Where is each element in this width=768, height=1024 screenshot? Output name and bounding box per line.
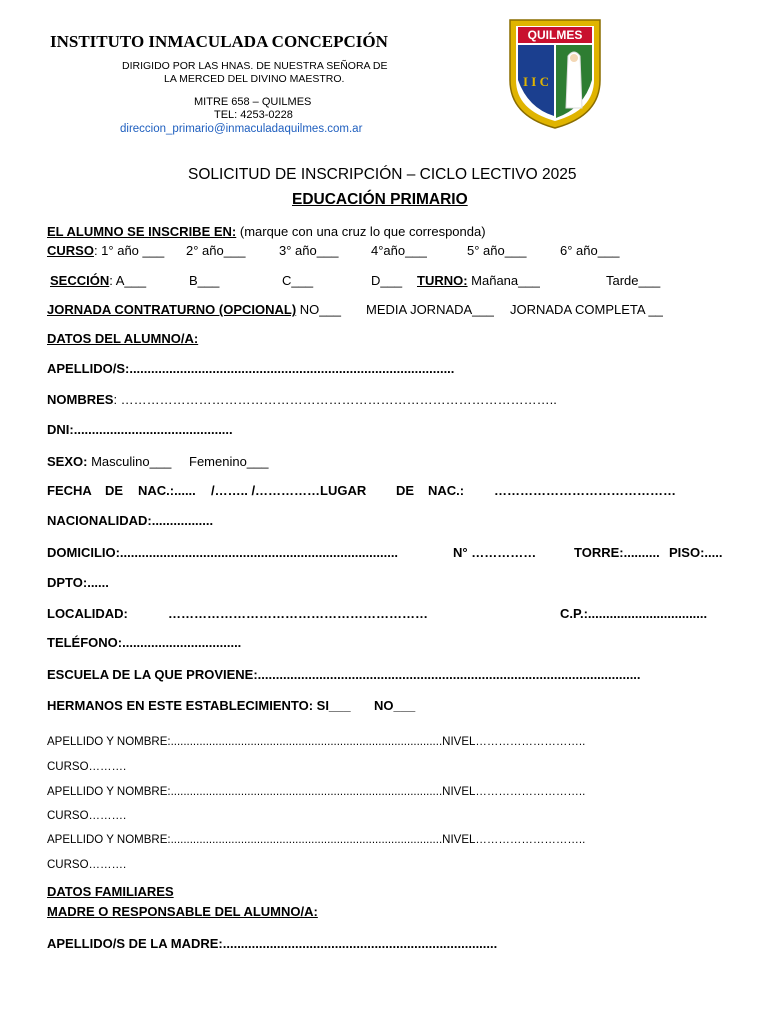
curso-1-field[interactable]: : 1° año ___ — [93, 243, 165, 258]
sibling-1-line[interactable]: APELLIDO Y NOMBRE:.....................................................................................NIVEL……………………….. — [47, 736, 586, 748]
nombres-label: NOMBRES — [47, 392, 114, 407]
turno-row — [417, 273, 540, 288]
dpto-field[interactable]: DPTO:...... — [47, 575, 109, 590]
madre-apellidos-field[interactable]: APELLIDO/S DE LA MADRE:............................................................................ — [47, 936, 498, 951]
torre-field[interactable]: TORRE:.......... — [574, 545, 660, 560]
familia-section-heading: DATOS FAMILIARES — [47, 884, 174, 899]
seccion-b-field[interactable]: B___ — [189, 273, 220, 288]
turno-tarde-field[interactable]: Tarde___ — [606, 273, 661, 288]
seccion-label: SECCIÓN — [50, 273, 110, 288]
domicilio-field[interactable]: DOMICILIO:............................................................................. — [47, 545, 399, 560]
form-title: SOLICITUD DE INSCRIPCIÓN – CICLO LECTIVO 2025 — [188, 166, 577, 183]
lugar-word-de: DE — [396, 483, 415, 498]
jornada-row — [47, 302, 341, 317]
fecha-word-1: FECHA — [47, 483, 92, 498]
sexo-label: SEXO: — [47, 454, 88, 469]
inscribe-row — [47, 224, 486, 239]
nombres-field[interactable] — [47, 392, 557, 407]
jornada-label: JORNADA CONTRATURNO (OPCIONAL) — [47, 302, 297, 317]
numero-field[interactable]: N° …………… — [453, 545, 537, 560]
curso-3-field[interactable]: 3° año___ — [279, 243, 339, 258]
sexo-masculino-field[interactable]: Masculino___ — [87, 454, 172, 469]
institute-name: INSTITUTO INMACULADA CONCEPCIÓN — [50, 32, 388, 51]
sibling-3-curso[interactable]: CURSO………. — [47, 859, 127, 871]
curso-6-field[interactable]: 6° año___ — [560, 243, 620, 258]
sibling-2-line[interactable]: APELLIDO Y NOMBRE:.....................................................................................NIVEL……………………….. — [47, 786, 586, 798]
curso-row — [47, 243, 164, 258]
sibling-3-line[interactable]: APELLIDO Y NOMBRE:.....................................................................................NIVEL……………………….. — [47, 834, 586, 846]
seccion-c-field[interactable]: C___ — [282, 273, 314, 288]
dni-field[interactable]: DNI:............................................ — [47, 422, 233, 437]
sexo-femenino-field[interactable]: Femenino___ — [189, 454, 269, 469]
seccion-a-field[interactable]: : A___ — [109, 273, 147, 288]
school-crest-logo — [506, 16, 604, 132]
inscribe-note: (marque con una cruz lo que corresponda) — [236, 224, 486, 239]
logo-text: QUILMES — [527, 28, 583, 42]
telefono-field[interactable]: TELÉFONO:................................. — [47, 635, 242, 650]
jornada-no-field[interactable]: NO___ — [296, 302, 341, 317]
sibling-1-curso[interactable]: CURSO………. — [47, 761, 127, 773]
phone: TEL: 4253-0228 — [214, 109, 293, 121]
jornada-completa-field[interactable]: JORNADA COMPLETA __ — [510, 302, 663, 317]
inscribe-label: EL ALUMNO SE INSCRIBE EN: — [47, 224, 237, 239]
form-subtitle: EDUCACIÓN PRIMARIO — [292, 191, 468, 208]
address: MITRE 658 – QUILMES — [194, 96, 312, 108]
curso-5-field[interactable]: 5° año___ — [467, 243, 527, 258]
curso-2-field[interactable]: 2° año___ — [186, 243, 246, 258]
turno-manana-field[interactable]: Mañana___ — [467, 273, 540, 288]
localidad-label: LOCALIDAD: — [47, 606, 128, 621]
turno-label: TURNO: — [417, 273, 468, 288]
directed-line-1: DIRIGIDO POR LAS HNAS. DE NUESTRA SEÑORA DE — [122, 60, 388, 72]
fecha-nac-field[interactable]: NAC.:...... — [138, 483, 196, 498]
localidad-field[interactable]: …………………………………………………… — [168, 606, 428, 621]
nombres-dots: : ……………………………………………………………………………………….. — [113, 392, 557, 407]
piso-field[interactable]: PISO:..... — [669, 545, 723, 560]
fecha-word-2: DE — [105, 483, 124, 498]
madre-section-heading: MADRE O RESPONSABLE DEL ALUMNO/A: — [47, 904, 318, 919]
alumno-section-heading: DATOS DEL ALUMNO/A: — [47, 331, 199, 346]
sibling-2-curso[interactable]: CURSO………. — [47, 810, 127, 822]
seccion-row — [50, 273, 146, 288]
hermanos-si-field[interactable]: HERMANOS EN ESTE ESTABLECIMIENTO: SI___ — [47, 698, 351, 713]
apellidos-field[interactable]: APELLIDO/S:.......................................................................................... — [47, 361, 455, 376]
lugar-nac-label: NAC.: — [428, 483, 465, 498]
jornada-media-field[interactable]: MEDIA JORNADA___ — [366, 302, 494, 317]
curso-label: CURSO — [47, 243, 94, 258]
escuela-field[interactable]: ESCUELA DE LA QUE PROVIENE:.......................................................................................................... — [47, 667, 641, 682]
logo-letters: I I C — [522, 74, 550, 89]
fecha-rest-field[interactable]: /…….. /……………LUGAR — [211, 483, 367, 498]
seccion-d-field[interactable]: D___ — [371, 273, 403, 288]
lugar-nac-field[interactable]: …………………………………… — [494, 483, 676, 498]
directed-line-2: LA MERCED DEL DIVINO MAESTRO. — [164, 73, 345, 85]
hermanos-no-field[interactable]: NO___ — [374, 698, 416, 713]
cp-field[interactable]: C.P.:................................. — [560, 606, 708, 621]
email-link[interactable]: direccion_primario@inmaculadaquilmes.com.ar — [120, 123, 363, 135]
curso-4-field[interactable]: 4°año___ — [371, 243, 427, 258]
sexo-row — [47, 454, 171, 469]
nacionalidad-field[interactable]: NACIONALIDAD:................. — [47, 513, 214, 528]
